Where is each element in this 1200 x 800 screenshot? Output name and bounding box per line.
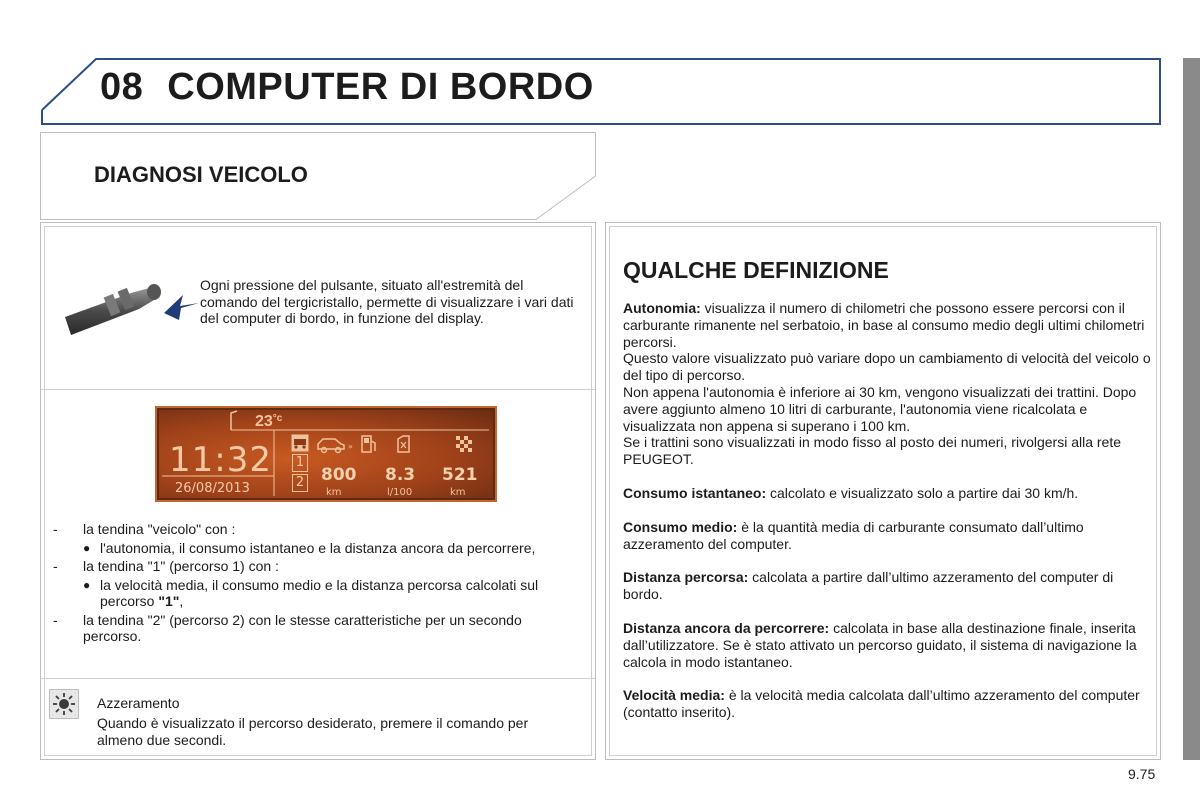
list-dash: - bbox=[53, 558, 58, 574]
definition-autonomia bbox=[623, 300, 1153, 350]
range-value: 800 bbox=[321, 465, 357, 485]
list-subitem-text: la velocità media, il consumo medio e la distanza percorsa calcolati sul percorso bbox=[100, 576, 539, 609]
definition-text: è la quantità media di carburante consumato dall’ultimo azzeramento del computer. bbox=[623, 518, 1084, 552]
definition-paragraph: Questo valore visualizzato può variare dopo un cambiamento di velocità del veicolo o del tipo di percorso. bbox=[623, 350, 1151, 384]
definition-paragraph: Se i trattini sono visualizzati in modo fisso al posto dei numeri, rivolgersi alla rete PEUGEOT. bbox=[623, 434, 1122, 468]
section-title: DIAGNOSI VEICOLO bbox=[94, 162, 308, 187]
clock-date: 26/08/2013 bbox=[175, 481, 250, 496]
consumption-unit: l/100 bbox=[387, 487, 413, 498]
chapter-header bbox=[40, 58, 1162, 128]
list-subitem bbox=[53, 540, 573, 557]
chapter-title-text: COMPUTER DI BORDO bbox=[167, 66, 594, 108]
list-item-text: la tendina "2" (percorso 2) con le stesse caratteristiche per un secondo percorso. bbox=[83, 611, 522, 644]
list-item bbox=[53, 612, 573, 645]
display-screen bbox=[159, 410, 493, 498]
list-subitem-end: , bbox=[179, 593, 184, 609]
distance-value: 521 bbox=[442, 465, 478, 485]
bullet-icon: ● bbox=[83, 540, 91, 555]
divider bbox=[41, 678, 595, 679]
outside-temperature bbox=[255, 413, 282, 431]
intro-text: Ogni pressione del pulsante, situato all'estremità del comando del tergicristallo, permette di visualizzare i vari dati del computer di bordo, in funzione del display. bbox=[200, 277, 574, 326]
definition-velocita-media bbox=[623, 687, 1153, 721]
list-item-text: la tendina "veicolo" con : bbox=[83, 521, 236, 537]
definition-text: calcolato e visualizzato solo a partire dai 30 km/h. bbox=[766, 484, 1079, 501]
list-item bbox=[53, 558, 573, 575]
trip-1-tab: 1 bbox=[292, 454, 308, 472]
definition-term: Velocità media: bbox=[623, 687, 725, 704]
temperature-unit: °c bbox=[272, 413, 283, 424]
reset-title: Azzeramento bbox=[97, 695, 180, 711]
definition-term: Distanza ancora da percorrere: bbox=[623, 619, 830, 636]
consumption-value: 8.3 bbox=[385, 465, 416, 485]
definitions-title: QUALCHE DEFINIZIONE bbox=[623, 257, 889, 283]
definition-text: visualizza il numero di chilometri che possono essere percorsi con il carburante rimanente nel serbatoio, in base al consumo medio degli ultimi chilometri percorsi. bbox=[623, 300, 1145, 350]
definitions-body bbox=[623, 300, 1153, 721]
trip-2-tab: 2 bbox=[292, 474, 308, 492]
chapter-side-tab bbox=[1183, 58, 1200, 760]
definition-text: calcolata in base alla destinazione finale, inserita dall’utilizzatore. Se è stato attivato un percorso guidato, il sistema di navigazione la calcola in modo istantaneo. bbox=[623, 619, 1137, 670]
trip-computer-display bbox=[155, 406, 497, 502]
right-panel bbox=[605, 222, 1161, 760]
clock-time: 11:32 bbox=[169, 440, 272, 480]
range-unit: km bbox=[326, 487, 342, 498]
definition-term: Consumo medio: bbox=[623, 518, 738, 535]
section-title-box bbox=[40, 132, 596, 220]
divider bbox=[41, 389, 595, 390]
reset-button-icon bbox=[49, 689, 79, 719]
definition-distanza-percorsa bbox=[623, 569, 1153, 603]
definition-term: Distanza percorsa: bbox=[623, 569, 749, 586]
fuel-can-icon bbox=[395, 433, 413, 455]
bullet-icon: ● bbox=[83, 577, 91, 592]
car-range-icon bbox=[315, 435, 365, 455]
list-subitem-bold: "1" bbox=[158, 593, 180, 609]
list-item-text: la tendina "1" (percorso 1) con : bbox=[83, 558, 279, 574]
pointer-arrow-icon bbox=[164, 295, 199, 320]
list-dash: - bbox=[53, 521, 58, 537]
distance-unit: km bbox=[450, 487, 466, 498]
page-number: 9.75 bbox=[1128, 766, 1156, 782]
definition-distanza-ancora bbox=[623, 620, 1153, 670]
display-tabs-list bbox=[53, 521, 573, 647]
wiper-stalk-illustration bbox=[61, 273, 206, 343]
list-subitem bbox=[53, 577, 573, 610]
list-subitem-text: l'autonomia, il consumo istantaneo e la distanza ancora da percorrere, bbox=[100, 539, 536, 556]
svg-text:»: » bbox=[348, 442, 353, 451]
chapter-number: 08 bbox=[100, 66, 144, 108]
definition-paragraph: Non appena l'autonomia è inferiore ai 30 km, vengono visualizzati dei trattini. Dopo avere aggiunto almeno 10 litri di carburante, l'autonomia viene ricalcolata e visualizzata non appena si superano i 100 km. bbox=[623, 383, 1137, 434]
left-panel bbox=[40, 222, 596, 760]
definition-term: Autonomia: bbox=[623, 300, 701, 316]
definition-consumo-istantaneo bbox=[623, 485, 1153, 502]
definition-text: è la velocità media calcolata dall’ultimo azzeramento del computer (contatto inserito). bbox=[623, 687, 1140, 721]
chapter-title bbox=[100, 66, 594, 109]
definition-consumo-medio bbox=[623, 519, 1153, 553]
list-item bbox=[53, 521, 573, 538]
vehicle-tab-icon bbox=[291, 434, 309, 452]
reset-text: Quando è visualizzato il percorso desiderato, premere il comando per almeno due secondi. bbox=[97, 715, 529, 748]
fuel-pump-icon bbox=[359, 433, 379, 455]
definition-term: Consumo istantaneo: bbox=[623, 484, 767, 501]
definition-text: calcolata a partire dall’ultimo azzeramento del computer di bordo. bbox=[623, 569, 1114, 603]
temperature-value: 23 bbox=[255, 413, 273, 430]
checkered-flag-icon bbox=[455, 435, 473, 453]
list-dash: - bbox=[53, 611, 58, 628]
